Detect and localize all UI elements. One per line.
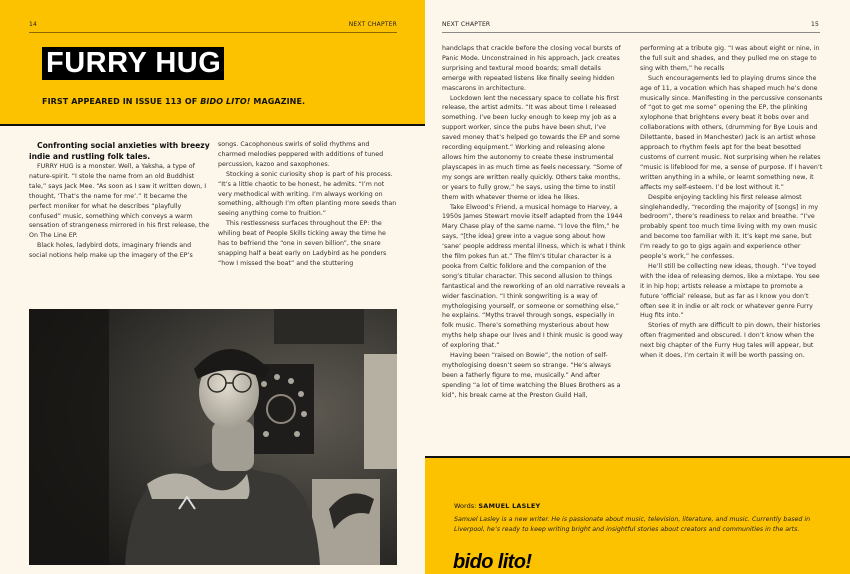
paragraph: FURRY HUG is a monster. Well, a Yaksha, a type of nature-spirit. “I stole the name from an old Buddhist tale,” says Jack Mee. “As soon as I saw it written down, I thought, ‘That’s the name for me’.” It became the perfect moniker for what he describes “playfully confused” music, something which conveys a warm sensation of strangeness mirrored in his first release, the On The Line EP. [29, 163, 210, 240]
subtitle-prefix: FIRST APPEARED IN ISSUE 113 OF [42, 97, 201, 106]
subtitle-suffix: MAGAZINE. [250, 97, 306, 106]
article-title: FURRY HUG [42, 47, 224, 80]
standfirst: Confronting social anxieties with breezy indie and rustling folk tales. [29, 141, 210, 161]
paragraph: This restlessness surfaces throughout the EP: the whiling beat of People Skills ticking away the time he has to befriend the “one in seven billion”, the snare snapping half a beat early on Ladybird as he ponders “how I missed the boat” and the stuttering [218, 220, 387, 267]
byline [454, 502, 540, 510]
bido-lito-logo: bido lito! [453, 551, 532, 573]
header-rule [442, 32, 820, 33]
paragraph: Stocking a sonic curiosity shop is part of his process. “It’s a little chaotic to be honest, he admits. “I’m not very methodical with writing. I’m always working on something, although I’m often planting more seeds than seeing anything come to fruition.” [218, 170, 397, 218]
paragraph: Having been “raised on Bowie”, the notion of self-mythologising doesn’t seem so strange. “He’s always been a fatherly figure to me, musically.” And after spending “a lot of time watching the Blues Brothers as a kid”, his break came at the Preston Guild Hall, [442, 352, 621, 399]
paragraph: Such encouragements led to playing drums since the age of 11, a vocation which has shaped much he’s done musically since. Manifesting in the percussive consonants of “got to get me some” opening the EP, the plinking xylophone that brightens every beat it bobs over and collaborations with others, (drumming for Bye Louis and Dilettante, based in Manchester) Jack is an artist whose approach to rhythm feels apt for the beat besotted customs of current music. Not surprising when he relates “music is lifeblood for me, a sense of purpose. If I haven’t written anything in a while, or learnt something new, it affects my self-esteem. I’d be lost without it.” [640, 74, 823, 191]
article-header [0, 0, 425, 126]
portrait-illustration [29, 309, 397, 565]
paragraph: Despite enjoying tackling his first release almost singlehandedly, “recording the majority of [songs] in my bedroom”, there’s readiness to relax and breathe. “I’ve probably spent too much time living with my own music and become too familiar with it. It’s kept me sane, but I’m ready to go to gigs again and experience other people’s work,” he confesses. [640, 193, 819, 261]
paragraph: Lockdown lent the necessary space to collate his first release, the artist admits. “It was about time I released something. I’ve been lucky enough to keep my job as a support worker, since the pubs have been shut, I’ve saved money that’s helped go towards the EP and some recording equipment.” Working and releasing alone allows him the autonomy to create these instrumental playscapes in as much time as feels necessary. “Some of my songs are written really quickly. Others take months, or years to fully grow,” he says, using the time to instil them with whatever theme or idea he likes. [442, 94, 623, 201]
right-column-1 [442, 44, 626, 401]
author-bio: Samuel Lasley is a new writer. He is passionate about music, television, literature, and music. Currently based in Liverpool, he’s ready to keep writing bright and insightful stories about creators and communities in the arts. [454, 516, 811, 533]
running-head: NEXT CHAPTER [348, 21, 397, 28]
author-footer [425, 456, 850, 574]
paragraph: handclaps that crackle before the closing vocal bursts of Panic Mode. Unconstrained in his approach, Jack creates surprising and textural mood boards; small details emerge with repeated listens like finally seeing hidden mascarons in architecture. [442, 45, 621, 92]
paragraph: Stories of myth are difficult to pin down, their histories often fragmented and obscured. I don’t know when the next big chapter of the Furry Hug tales will appear, but when it does, I’m certain it will be worth passing on. [640, 322, 821, 360]
running-head: NEXT CHAPTER [442, 21, 491, 28]
subtitle-magazine-name: BIDO LITO! [200, 97, 251, 106]
page-number: 14 [29, 21, 38, 28]
page-number: 15 [810, 21, 819, 28]
paragraph: songs. Cacophonous swirls of solid rhythms and charmed melodies peppered with additions of tuned percussion, kazoo and saxophones. [218, 141, 384, 168]
paragraph: Take Elwood’s Friend, a musical homage to Harvey, a 1950s James Stewart movie itself adapted from the 1944 Mary Chase play of the same name. “I love the film,” he says, “[the idea] grew into a vague song about how ‘sane’ people address mental illness, which is what I think the film pokes fun at.” The film’s titular character is a pooka from Celtic folklore and the companion of the song’s titular character. This second allusion to things fantastical and the reworking of an old narrative reveals a wider fascination. “I think songwriting is a way of mythologising yourself, or someone or something else,” he explains. “Myths travel through songs, especially in folk music. There’s something mysterious about how myths help shape our lives and I think music is good way of exploring that.” [442, 203, 626, 350]
paragraph: Black holes, ladybird dots, imaginary friends and social notions help make up the imagery of the EP’s [29, 242, 193, 260]
byline-label: Words: [454, 502, 479, 510]
right-column-2 [640, 44, 823, 361]
left-column-2 [218, 140, 398, 269]
article-subtitle [42, 97, 305, 106]
paragraph: He’ll still be collecting new ideas, though. “I’ve toyed with the idea of releasing demos, like a mixtape. You see it in hip hop; artists release a mixtape to promote a future ‘official’ release, but as far as I know you don’t often see it in indie or alt rock or whatever genre Furry Hug fits into.” [640, 262, 820, 320]
left-column-1 [29, 140, 210, 261]
author-name: SAMUEL LASLEY [478, 502, 541, 510]
right-page [425, 0, 850, 574]
artist-photo [29, 309, 397, 565]
header-rule [29, 32, 397, 33]
paragraph: performing at a tribute gig. “I was about eight or nine, in the full suit and shades, and they pulled me on stage to sing with them,” he recalls [640, 45, 820, 72]
